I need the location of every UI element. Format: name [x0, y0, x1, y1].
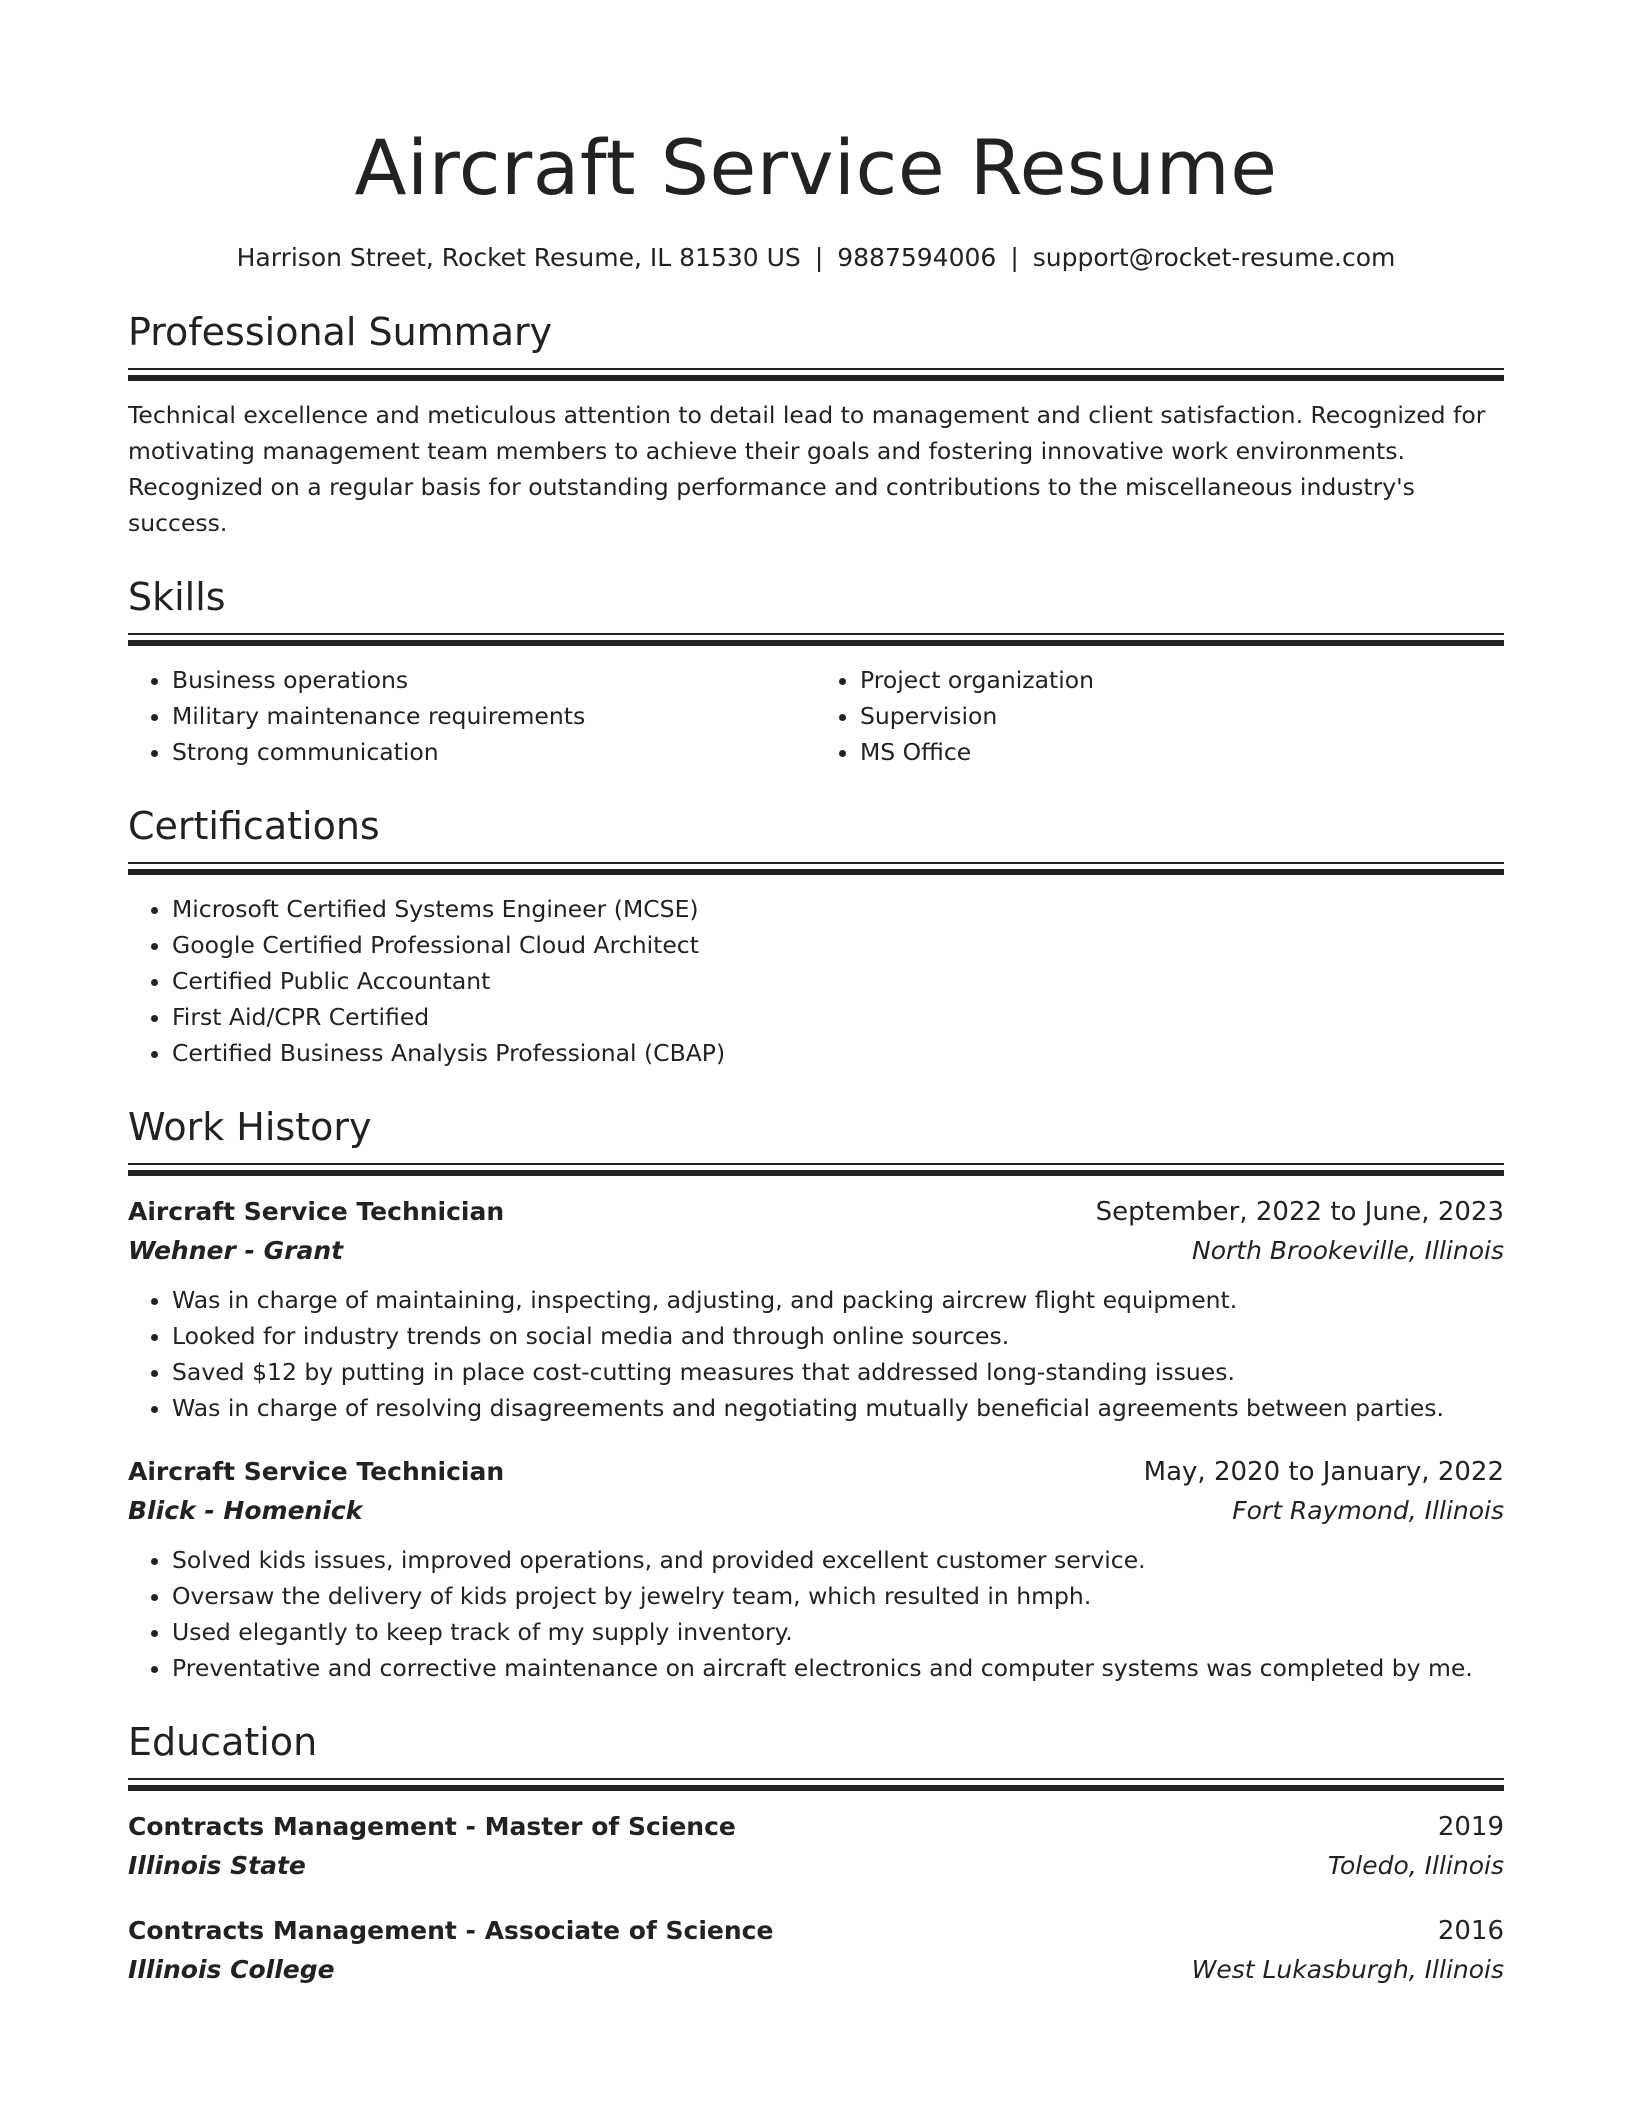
skill-item: • Supervision [860, 698, 1504, 734]
skill-item: • Military maintenance requirements [172, 698, 816, 734]
education-section [128, 1716, 1504, 1989]
job-bullets [128, 1542, 1504, 1686]
contact-phone: 9887594006 [837, 243, 997, 272]
job-bullet: • Preventative and corrective maintenance on aircraft electronics and computer systems was completed by me. [172, 1650, 1504, 1686]
education-entry [128, 1911, 1504, 1989]
skill-item: • Strong communication [172, 734, 816, 770]
certifications-list [128, 891, 1504, 1071]
contact-email[interactable]: support@rocket-resume.com [1032, 243, 1396, 272]
job-bullets [128, 1282, 1504, 1426]
job-location: Fort Raymond, Illinois [1232, 1496, 1504, 1525]
job-entry [128, 1452, 1504, 1686]
contact-separator: | [814, 243, 824, 272]
job-bullet: • Used elegantly to keep track of my supply inventory. [172, 1614, 1504, 1650]
job-dates: September, 2022 to June, 2023 [1095, 1197, 1504, 1227]
contact-address: Harrison Street, Rocket Resume, IL 81530 US [236, 243, 801, 272]
section-divider [128, 633, 1504, 646]
certification-item: • Microsoft Certified Systems Engineer (MCSE) [172, 891, 1504, 927]
resume-title: Aircraft Service Resume [354, 123, 1278, 212]
section-divider [128, 1163, 1504, 1176]
certification-item: • First Aid/CPR Certified [172, 999, 1504, 1035]
job-title: Aircraft Service Technician [128, 1457, 505, 1486]
work-history-section [128, 1101, 1504, 1686]
job-dates: May, 2020 to January, 2022 [1143, 1457, 1504, 1487]
skill-item: • Business operations [172, 662, 816, 698]
certifications-section [128, 800, 1504, 1071]
job-bullet: • Oversaw the delivery of kids project by jewelry team, which resulted in hmph. [172, 1578, 1504, 1614]
section-divider [128, 1778, 1504, 1791]
job-bullet: • Saved $12 by putting in place cost-cutting measures that addressed long-standing issues. [172, 1354, 1504, 1390]
job-bullet: • Was in charge of resolving disagreements and negotiating mutually beneficial agreements between parties. [172, 1390, 1504, 1426]
job-bullet: • Was in charge of maintaining, inspecting, adjusting, and packing aircrew flight equipment. [172, 1282, 1504, 1318]
summary-text: Technical excellence and meticulous attention to detail lead to management and client satisfaction. Recognized for motivating management team members to achieve their goals and fostering innovative work environments. Recognized on a regular basis for outstanding performance and contributions to the miscellaneous industry's success. [128, 401, 1486, 537]
degree-name: Contracts Management - Master of Science [128, 1812, 736, 1841]
contact-separator: | [1010, 243, 1019, 272]
skill-item: • Project organization [860, 662, 1504, 698]
job-location: North Brookeville, Illinois [1192, 1236, 1504, 1265]
job-bullet: • Solved kids issues, improved operations, and provided excellent customer service. [172, 1542, 1504, 1578]
school-name: Illinois College [128, 1955, 335, 1984]
company-name: Blick - Homenick [128, 1496, 363, 1525]
section-heading: Education [128, 1720, 318, 1764]
section-heading: Work History [128, 1105, 372, 1149]
section-divider [128, 862, 1504, 875]
job-entry [128, 1192, 1504, 1426]
contact-line [128, 240, 1504, 276]
section-heading: Professional Summary [128, 310, 553, 354]
certification-item: • Certified Public Accountant [172, 963, 1504, 999]
skill-item: • MS Office [860, 734, 1504, 770]
summary-section [128, 306, 1504, 541]
skills-list-left [128, 662, 816, 770]
section-heading: Skills [128, 575, 226, 619]
school-location: West Lukasburgh, Illinois [1191, 1955, 1504, 1984]
skills-section [128, 571, 1504, 770]
certification-item: • Google Certified Professional Cloud Architect [172, 927, 1504, 963]
skills-grid [128, 662, 1504, 770]
school-location: Toledo, Illinois [1327, 1851, 1504, 1880]
skills-list-right [816, 662, 1504, 770]
graduation-year: 2019 [1437, 1812, 1504, 1842]
section-divider [128, 368, 1504, 381]
company-name: Wehner - Grant [128, 1236, 344, 1265]
section-heading: Certifications [128, 804, 380, 848]
education-entry [128, 1807, 1504, 1885]
graduation-year: 2016 [1437, 1916, 1504, 1946]
school-name: Illinois State [128, 1851, 306, 1880]
certification-item: • Certified Business Analysis Professional (CBAP) [172, 1035, 1504, 1071]
job-title: Aircraft Service Technician [128, 1197, 505, 1226]
degree-name: Contracts Management - Associate of Science [128, 1916, 774, 1945]
job-bullet: • Looked for industry trends on social media and through online sources. [172, 1318, 1504, 1354]
